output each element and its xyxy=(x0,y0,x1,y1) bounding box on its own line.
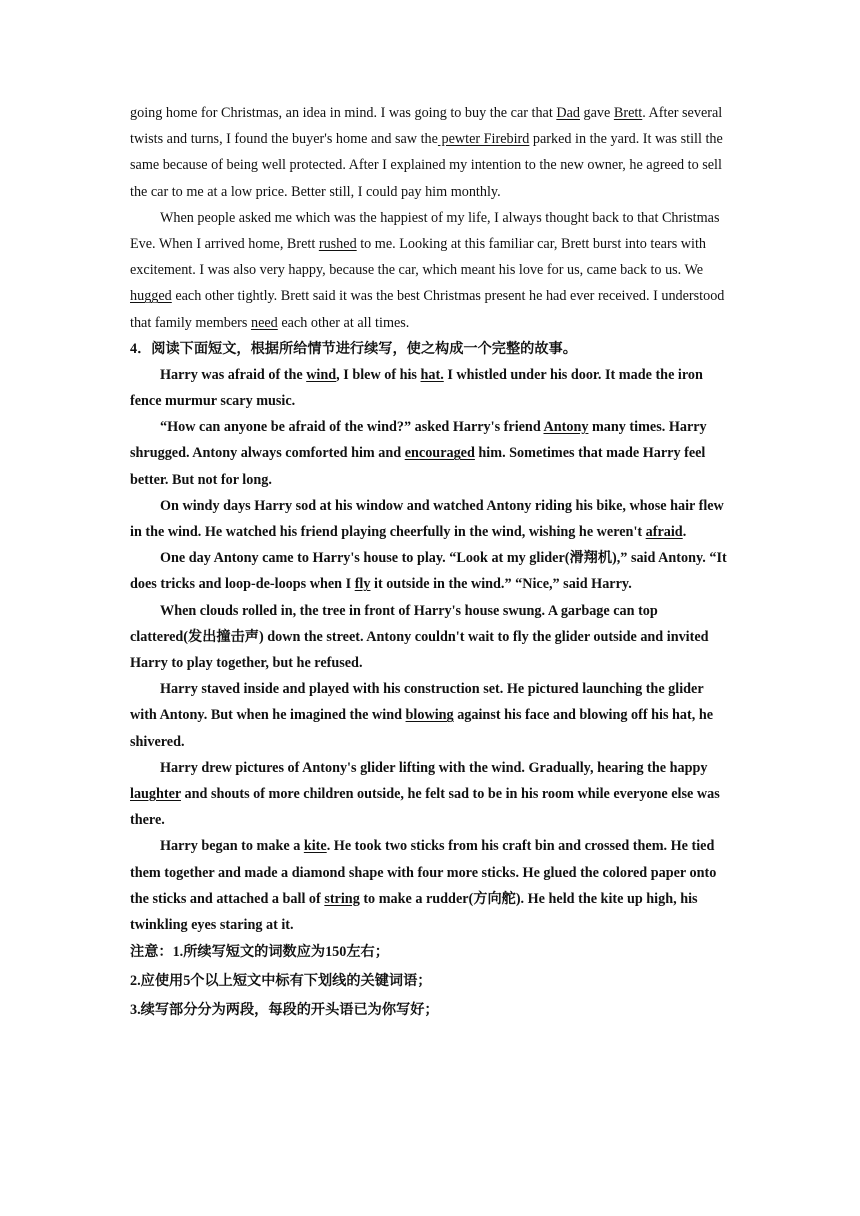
underlined-keyword: pewter Firebird xyxy=(437,131,530,148)
intro-paragraph-2: When people asked me which was the happiest of my life, I always thought back to that Christmas Eve. When I arrived home, Brett rushed to me. Looking at this familiar car, Brett burst into tears with excitement. I was also very happy, because the car, which meant his love for us, came back to us. We hugged each other tightly. Brett said it was the best Christmas present he had ever received. I understood that family members need each other at all times. xyxy=(130,209,725,331)
note-3: 3.续写部分分为两段，每段的开头语已为你写好； xyxy=(130,1002,439,1019)
story-paragraph: Harry staved inside and played with his construction set. He pictured launching the glider with Antony. But when he imagined the wind blowing against his face and blowing off his hat, he shivered. xyxy=(130,681,714,750)
document-page xyxy=(130,100,730,1025)
underlined-keyword: blowing xyxy=(405,707,454,724)
underlined-keyword: Antony xyxy=(543,419,589,436)
story-paragraph: Harry drew pictures of Antony's glider lifting with the wind. Gradually, hearing the happy laughter and shouts of more children outside, he felt sad to be in his room while everyone else was there. xyxy=(130,759,720,829)
underlined-keyword: fly xyxy=(354,576,371,593)
story-paragraph: On windy days Harry sod at his window and watched Antony riding his bike, whose hair flew in the wind. He watched his friend playing cheerfully in the wind, wishing he weren't afraid. xyxy=(130,497,724,541)
story-paragraph: “How can anyone be afraid of the wind?” asked Harry's friend Antony many times. Harry shrugged. Antony always comforted him and encouraged him. Sometimes that made Harry feel better. But not for long. xyxy=(130,419,707,488)
underlined-keyword: hat. xyxy=(420,366,444,383)
underlined-keyword: Dad xyxy=(556,105,580,121)
underlined-keyword: afraid xyxy=(645,524,683,541)
question-heading: 4．阅读下面短文，根据所给情节进行续写，使之构成一个完整的故事。 xyxy=(130,340,577,357)
underlined-keyword: hugged xyxy=(130,288,172,305)
underlined-keyword: laughter xyxy=(130,786,181,803)
underlined-keyword: encouraged xyxy=(404,445,475,462)
note-2: 2.应使用5个以上短文中标有下划线的关键词语； xyxy=(130,973,432,990)
underlined-keyword: wind xyxy=(306,366,337,383)
story-paragraph: One day Antony came to Harry's house to play. “Look at my glider(滑翔机),” said Antony. “It does tricks and loop-de-loops when I fly it outside in the wind.” “Nice,” said Harry. xyxy=(130,550,727,593)
underlined-keyword: kite xyxy=(303,838,327,855)
underlined-keyword: Brett xyxy=(613,105,643,121)
underlined-keyword: rushed xyxy=(318,236,357,253)
note-1: 注意：1.所续写短文的词数应为150左右； xyxy=(130,944,389,961)
notes-section xyxy=(130,938,730,1025)
story-section xyxy=(130,362,730,938)
intro-section xyxy=(130,100,730,336)
story-paragraph: Harry began to make a kite. He took two sticks from his craft bin and crossed them. He tied them together and made a diamond shape with four more sticks. He glued the colored paper onto the sticks and attached a ball of string to make a rudder(方向舵). He held the kite up high, his twinkling eyes staring at it. xyxy=(130,838,717,934)
underlined-keyword: need xyxy=(250,314,278,331)
underlined-keyword: string xyxy=(324,890,360,907)
story-paragraph: When clouds rolled in, the tree in front of Harry's house swung. A garbage can top clattered(发出撞击声) down the street. Antony couldn't wait to fly the glider outside and invited Harry to play together, but he refused. xyxy=(130,602,709,672)
story-paragraph: Harry was afraid of the wind, I blew of his hat. I whistled under his door. It made the iron fence murmur scary music. xyxy=(130,366,703,410)
intro-paragraph-1: going home for Christmas, an idea in mind. I was going to buy the car that Dad gave Brett. After several twists and turns, I found the buyer's home and saw the pewter Firebird parked in the yard. It was still the same because of being well protected. After I explained my intention to the new owner, he agreed to sell the car to me at a low price. Better still, I could pay him monthly. xyxy=(130,105,723,200)
